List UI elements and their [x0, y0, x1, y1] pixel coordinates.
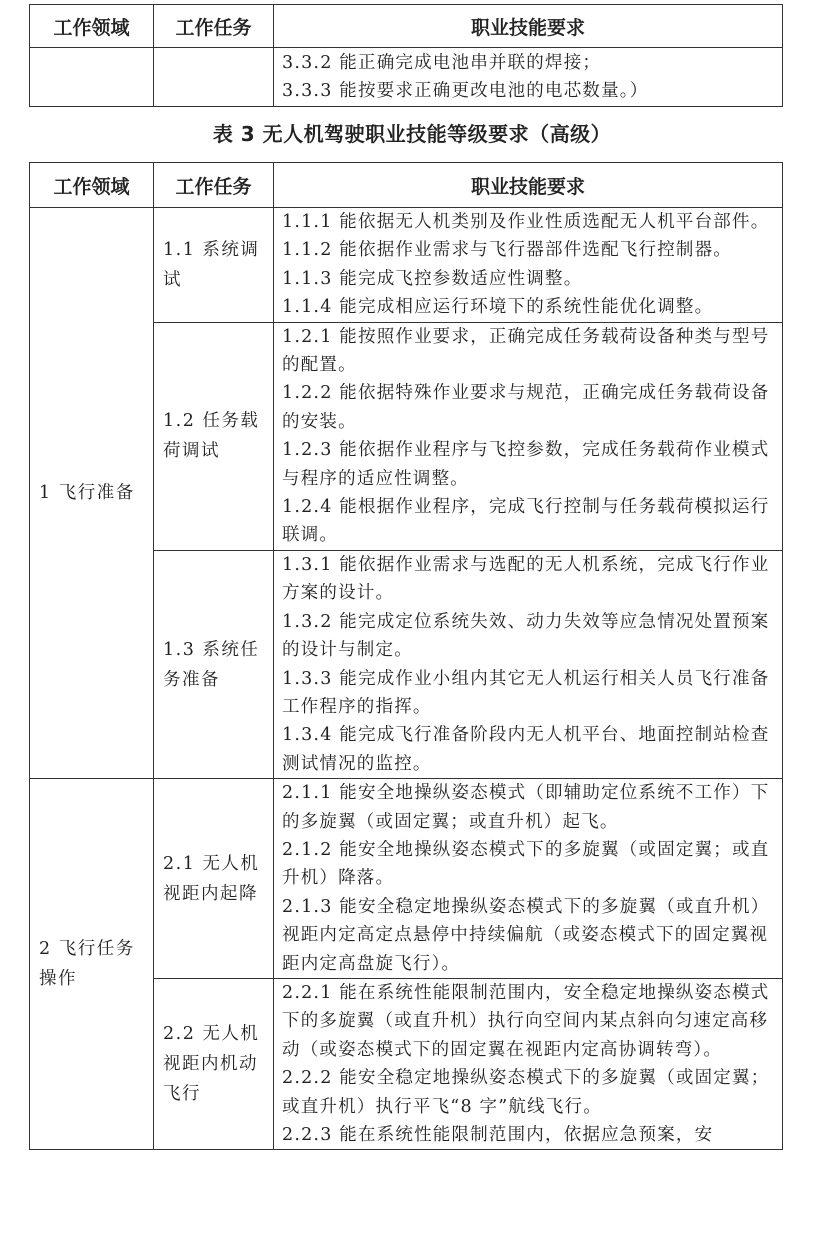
- requirements-cell: [274, 779, 783, 979]
- requirement-item: 1.1.3 能完成飞控参数适应性调整。: [282, 268, 583, 289]
- requirement-item: 2.1.2 能安全地操纵姿态模式下的多旋翼（或固定翼；或直升机）降落。: [282, 839, 770, 889]
- table-caption: 表 3 无人机驾驶职业技能等级要求（高级）: [212, 122, 612, 146]
- requirement-item: 1.2.3 能依据作业程序与飞控参数，完成任务载荷作业模式与程序的适应性调整。: [282, 440, 770, 489]
- requirement-item: 1.1.4 能完成相应运行环境下的系统性能优化调整。: [282, 297, 714, 318]
- task-cell: 1.3 系统任务准备: [154, 550, 274, 778]
- requirements-cell: [274, 322, 783, 550]
- requirements-cell: [274, 978, 783, 1149]
- requirement-item: 3.3.3 能按要求正确更改电池的电芯数量。）: [282, 81, 649, 101]
- requirements-cell: [274, 208, 783, 323]
- requirement-item: 1.3.1 能依据作业需求与选配的无人机系统，完成飞行作业方案的设计。: [282, 554, 770, 604]
- area-cell: [30, 48, 154, 107]
- requirement-item: 3.3.2 能正确完成电池串并联的焊接；: [282, 53, 602, 73]
- task-cell: 1.1 系统调试: [154, 208, 274, 323]
- requirement-item: 1.2.1 能按照作业要求，正确完成任务载荷设备种类与型号的配置。: [282, 326, 770, 376]
- header-work-area: 工作领域: [30, 163, 154, 208]
- area-cell: 1 飞行准备: [30, 208, 154, 779]
- requirement-item: 1.1.1 能依据无人机类别及作业性质选配无人机平台部件。: [282, 212, 770, 232]
- table-row: [30, 48, 783, 107]
- task-cell: 2.1 无人机视距内起降: [154, 779, 274, 979]
- header-work-task: 工作任务: [154, 5, 274, 48]
- requirement-item: 1.3.3 能完成作业小组内其它无人机运行相关人员飞行准备工作程序的指挥。: [282, 668, 770, 717]
- table-continued: [29, 4, 783, 107]
- header-row: [30, 163, 783, 208]
- table-row: [30, 779, 783, 979]
- header-work-task: 工作任务: [154, 163, 274, 208]
- requirement-item: 1.2.2 能依据特殊作业要求与规范，正确完成任务载荷设备的安装。: [282, 383, 770, 432]
- requirement-item: 1.2.4 能根据作业程序，完成飞行控制与任务载荷模拟运行联调。: [282, 497, 770, 546]
- requirements-cell: [274, 550, 783, 778]
- header-skill-requirements: 职业技能要求: [274, 163, 783, 208]
- requirement-item: 2.1.3 能安全稳定地操纵姿态模式下的多旋翼（或直升机）视距内定高定点悬停中持续偏航（或姿态模式下的固定翼视距内定高盘旋飞行）。: [282, 896, 770, 974]
- header-work-area: 工作领域: [30, 5, 154, 48]
- requirement-item: 1.3.4 能完成飞行准备阶段内无人机平台、地面控制站检查测试情况的监控。: [282, 725, 770, 774]
- task-cell: 2.2 无人机视距内机动飞行: [154, 978, 274, 1149]
- area-cell: 2 飞行任务操作: [30, 779, 154, 1150]
- task-cell: 1.2 任务载荷调试: [154, 322, 274, 550]
- header-row: [30, 5, 783, 48]
- requirement-item: 2.1.1 能安全地操纵姿态模式（即辅助定位系统不工作）下的多旋翼（或固定翼；或直升机）起飞。: [282, 783, 770, 832]
- requirement-item: 1.1.2 能依据作业需求与飞行器部件选配飞行控制器。: [282, 240, 732, 261]
- requirement-item: 2.2.2 能安全稳定地操纵姿态模式下的多旋翼（或固定翼；或直升机）执行平飞“8 字”航线飞行。: [282, 1068, 770, 1117]
- table-row: [30, 208, 783, 323]
- requirement-item: 2.2.1 能在系统性能限制范围内，安全稳定地操纵姿态模式下的多旋翼（或直升机）执行向空间内某点斜向匀速定高移动（或姿态模式下的固定翼在视距内定高协调转弯）。: [282, 982, 770, 1060]
- requirement-item: 1.3.2 能完成定位系统失效、动力失效等应急情况处置预案的设计与制定。: [282, 611, 770, 661]
- header-skill-requirements: 职业技能要求: [274, 5, 783, 48]
- requirements-cell: [274, 48, 783, 107]
- requirement-item: 2.2.3 能在系统性能限制范围内，依据应急预案，安: [282, 1125, 714, 1145]
- skill-requirements-table: [29, 162, 783, 1150]
- task-cell: [154, 48, 274, 107]
